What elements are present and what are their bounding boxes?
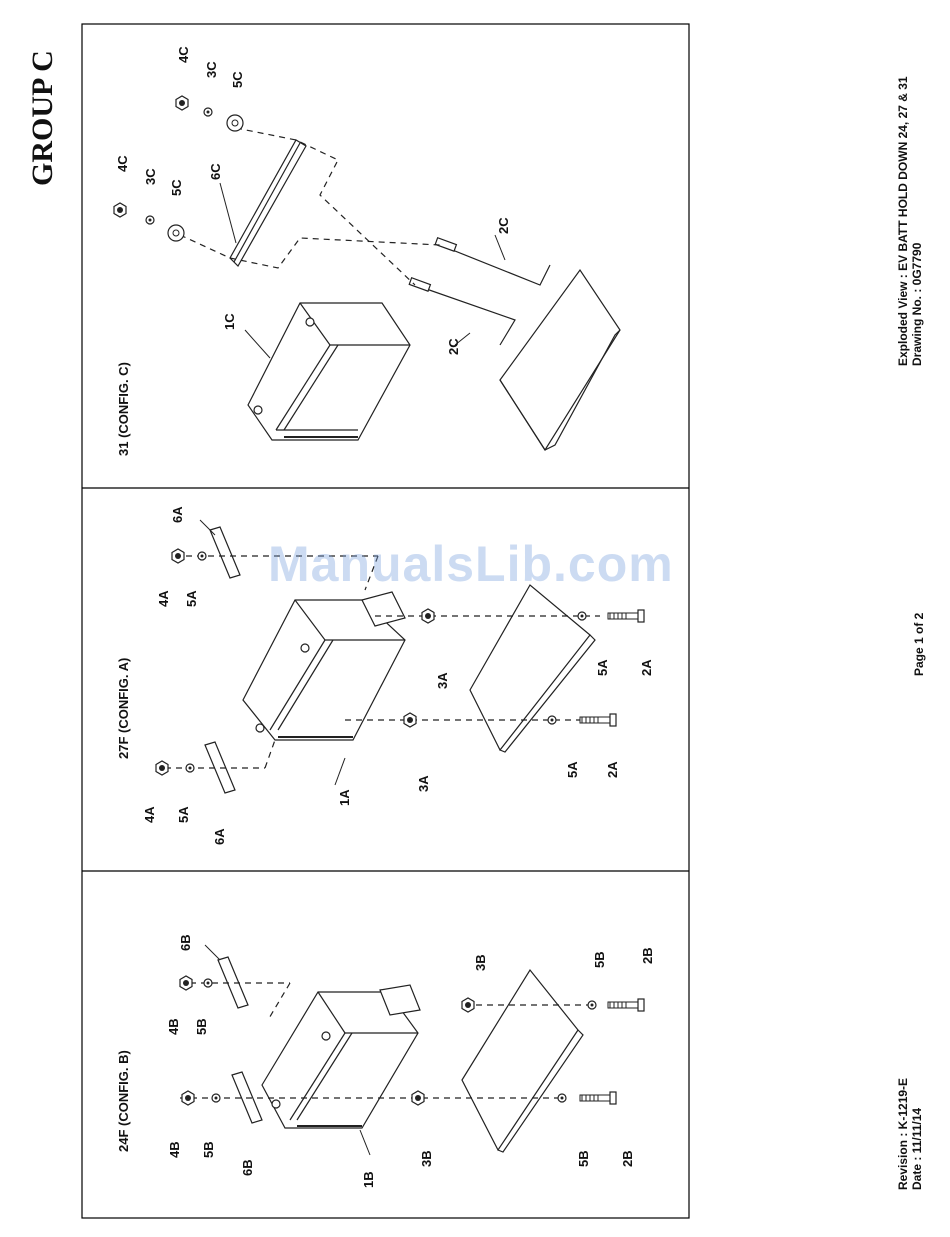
part-label: 6B bbox=[240, 1159, 255, 1176]
part-label: 3C bbox=[204, 61, 219, 78]
nut-4c bbox=[176, 96, 188, 110]
drawing-number: Drawing No. : 0G7790 bbox=[910, 242, 924, 366]
washer-5c bbox=[227, 115, 243, 131]
part-label: 4A bbox=[142, 806, 157, 823]
page-number: Page 1 of 2 bbox=[912, 612, 926, 676]
part-label: 1C bbox=[222, 313, 237, 330]
nut-3b bbox=[462, 998, 474, 1012]
nut-3b bbox=[412, 1091, 424, 1105]
bolt-2a bbox=[580, 714, 616, 726]
nut-4a bbox=[172, 549, 184, 563]
part-label: 2A bbox=[639, 659, 654, 676]
nut-4c bbox=[114, 203, 126, 217]
rod-2c bbox=[440, 245, 550, 285]
part-label: 1A bbox=[337, 789, 352, 806]
config-c-title: 31 (CONFIG. C) bbox=[116, 362, 131, 456]
part-label: 6A bbox=[212, 828, 227, 845]
part-label: 4B bbox=[167, 1141, 182, 1158]
part-label: 6C bbox=[208, 163, 223, 180]
part-label: 3B bbox=[473, 954, 488, 971]
config-b-drawing bbox=[180, 957, 590, 1152]
nut-4b bbox=[180, 976, 192, 990]
part-label: 2C bbox=[496, 217, 511, 234]
part-label: 6B bbox=[178, 934, 193, 951]
washer-3c bbox=[146, 216, 154, 224]
part-label: 5A bbox=[595, 659, 610, 676]
tray-a bbox=[470, 585, 590, 750]
rod-2c bbox=[415, 285, 515, 345]
part-label: 2A bbox=[605, 761, 620, 778]
part-label: 2B bbox=[620, 1150, 635, 1167]
washer-5b bbox=[212, 1094, 220, 1102]
part-label: 4C bbox=[176, 46, 191, 63]
part-label: 2B bbox=[640, 947, 655, 964]
part-label: 3A bbox=[435, 672, 450, 689]
washer-5b bbox=[204, 979, 212, 987]
part-label: 3C bbox=[143, 168, 158, 185]
part-label: 4A bbox=[156, 590, 171, 607]
bolt-2b bbox=[608, 999, 644, 1011]
plate-6b bbox=[218, 957, 248, 1008]
config-a-title: 27F (CONFIG. A) bbox=[116, 657, 131, 759]
part-label: 5B bbox=[194, 1018, 209, 1035]
part-label: 5A bbox=[176, 806, 191, 823]
part-label: 5B bbox=[592, 951, 607, 968]
part-label: 2C bbox=[446, 338, 461, 355]
part-label: 5C bbox=[169, 179, 184, 196]
bolt-2a bbox=[608, 610, 644, 622]
tray-b bbox=[462, 970, 578, 1150]
config-b-title: 24F (CONFIG. B) bbox=[116, 1050, 131, 1152]
part-label: 4B bbox=[166, 1018, 181, 1035]
washer-5a bbox=[186, 764, 194, 772]
part-label: 5A bbox=[184, 590, 199, 607]
watermark: ManualsLib.com bbox=[268, 536, 674, 592]
nut-4a bbox=[156, 761, 168, 775]
revision-label: Revision : K-1219-E bbox=[896, 1077, 910, 1190]
nut-3a bbox=[404, 713, 416, 727]
nut-4b bbox=[182, 1091, 194, 1105]
part-label: 3A bbox=[416, 775, 431, 792]
exploded-view-title: Exploded View : EV BATT HOLD DOWN 24, 27 & 31 bbox=[896, 76, 910, 366]
washer-5a bbox=[578, 612, 586, 620]
washer-5c bbox=[168, 225, 184, 241]
washer-5a bbox=[198, 552, 206, 560]
washer-5a bbox=[548, 716, 556, 724]
config-c-drawing bbox=[180, 128, 620, 450]
part-label: 4C bbox=[115, 155, 130, 172]
washer-3c bbox=[204, 108, 212, 116]
bar-6c bbox=[230, 140, 306, 266]
part-label: 5C bbox=[230, 71, 245, 88]
washer-5b bbox=[588, 1001, 596, 1009]
group-title: GROUP C bbox=[26, 50, 59, 186]
part-label: 1B bbox=[361, 1171, 376, 1188]
part-label: 5B bbox=[576, 1150, 591, 1167]
part-label: 6A bbox=[170, 506, 185, 523]
nut-3a bbox=[422, 609, 434, 623]
part-label: 3B bbox=[419, 1150, 434, 1167]
part-label: 5A bbox=[565, 761, 580, 778]
part-label: 5B bbox=[201, 1141, 216, 1158]
battery-1c bbox=[248, 303, 410, 440]
washer-5b bbox=[558, 1094, 566, 1102]
bolt-2b bbox=[580, 1092, 616, 1104]
date-label: Date : 11/11/14 bbox=[910, 1107, 924, 1190]
